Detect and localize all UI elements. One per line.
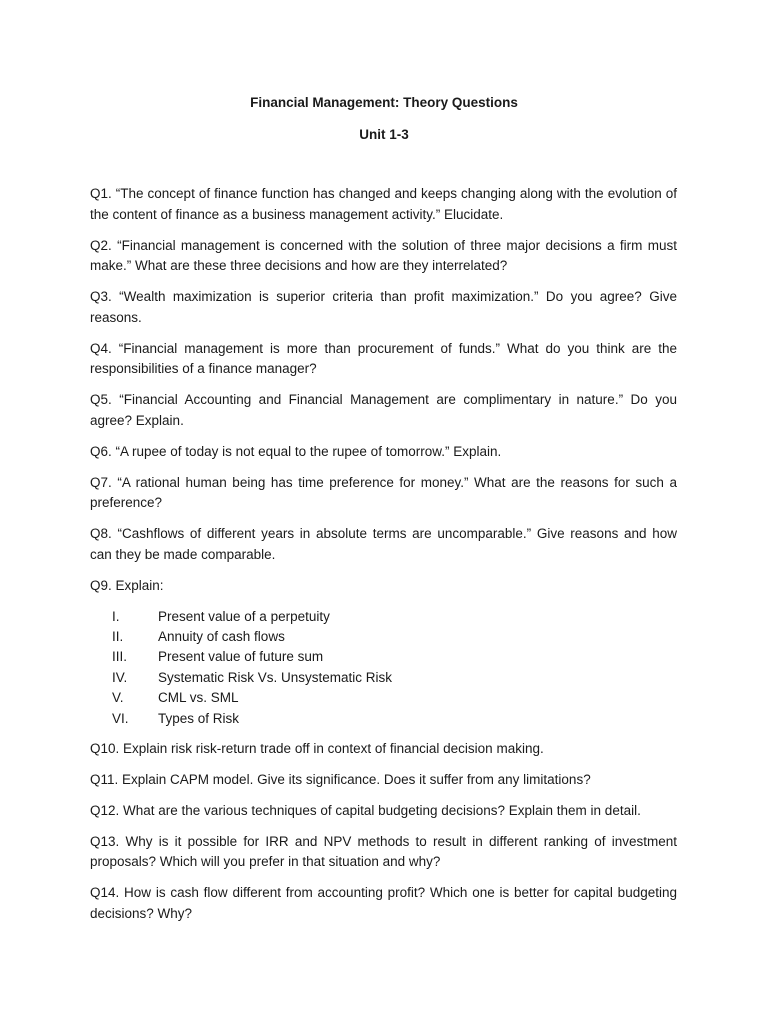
question-5: Q5. “Financial Accounting and Financial Management are complimentary in nature.” Do you agree? Explain.: [90, 392, 677, 428]
question-10: Q10. Explain risk risk-return trade off in context of financial decision making.: [90, 740, 544, 756]
q9-sublist: [90, 607, 677, 729]
list-item: [90, 688, 677, 708]
list-item-number: V.: [112, 690, 124, 706]
list-item: [90, 668, 677, 688]
document-subtitle: Unit 1-3: [359, 127, 409, 142]
document-title: Financial Management: Theory Questions: [250, 95, 518, 110]
list-item: [90, 607, 677, 627]
question-11: Q11. Explain CAPM model. Give its significance. Does it suffer from any limitations?: [90, 771, 591, 787]
list-item-number: II.: [112, 628, 124, 644]
list-item-number: III.: [112, 649, 128, 665]
list-item: [90, 647, 677, 667]
question-7: Q7. “A rational human being has time preference for money.” What are the reasons for such a preference?: [90, 474, 677, 510]
list-item-number: I.: [112, 608, 120, 624]
list-item-text: Systematic Risk Vs. Unsystematic Risk: [158, 669, 393, 685]
list-item-text: Annuity of cash flows: [158, 628, 285, 644]
list-item-text: Present value of a perpetuity: [158, 608, 330, 624]
list-item-text: Present value of future sum: [158, 649, 324, 665]
question-14: Q14. How is cash flow different from accounting profit? Which one is better for capital budgeting decisions? Why?: [90, 885, 677, 921]
list-item-number: VI.: [112, 710, 129, 726]
question-4: Q4. “Financial management is more than procurement of funds.” What do you think are the responsibilities of a finance manager?: [90, 340, 677, 376]
question-6: Q6. “A rupee of today is not equal to the rupee of tomorrow.” Explain.: [90, 443, 502, 459]
question-1: Q1. “The concept of finance function has changed and keeps changing along with the evolution of the content of finance as a business management activity.” Elucidate.: [90, 186, 677, 222]
question-9: Q9. Explain:: [90, 577, 164, 593]
question-12: Q12. What are the various techniques of capital budgeting decisions? Explain them in detail.: [90, 802, 641, 818]
list-item-number: IV.: [112, 669, 128, 685]
question-3: Q3. “Wealth maximization is superior criteria than profit maximization.” Do you agree? Give reasons.: [90, 289, 677, 325]
question-2: Q2. “Financial management is concerned with the solution of three major decisions a firm must make.” What are these three decisions and how are they interrelated?: [90, 237, 677, 273]
question-13: Q13. Why is it possible for IRR and NPV methods to result in different ranking of investment proposals? Which will you prefer in that situation and why?: [90, 833, 677, 870]
question-8: Q8. “Cashflows of different years in absolute terms are uncomparable.” Give reasons and how can they be made comparable.: [90, 526, 677, 562]
list-item-text: Types of Risk: [158, 710, 240, 726]
list-item: [90, 627, 677, 647]
list-item-text: CML vs. SML: [158, 690, 239, 706]
list-item: [90, 709, 677, 729]
question-list: [90, 184, 677, 935]
